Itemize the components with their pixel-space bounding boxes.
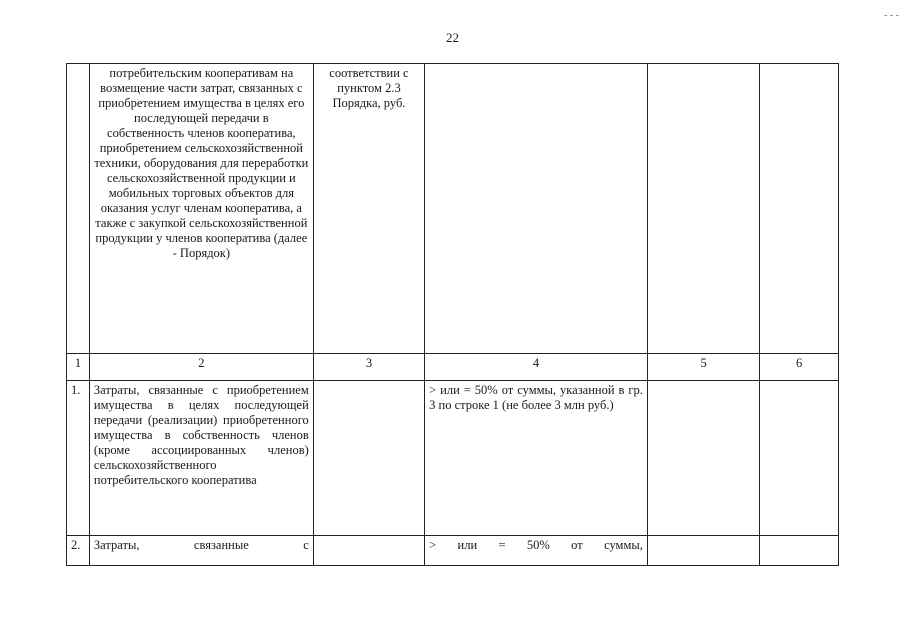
header-cell-description: потребительским кооперативам на возмещение части затрат, связанных с приобретением имущества в целях его последующей передачи в собственность членов кооператива, приобретением сельскохозяйственной техники, оборудования для переработки сельскохозяйственной продукции и мобильных торговых объектов для оказания услуг членам кооператива, а также с закупкой сельскохозяйственной продукции у членов кооператива (далее - Порядок) [89,64,313,354]
row-empty-cell [647,381,759,536]
column-number-cell: 5 [647,354,759,381]
table-row [67,536,839,566]
row-number: 1. [67,381,90,536]
row-condition: > или = 50% от суммы, [425,536,648,566]
header-cell-empty [67,64,90,354]
column-number-row [67,354,839,381]
row-number: 2. [67,536,90,566]
header-cell-empty [647,64,759,354]
table-row [67,381,839,536]
header-cell-amount: соответствии с пунктом 2.3 Порядка, руб. [313,64,424,354]
table-header-continuation-row [67,64,839,354]
subsidy-table [66,63,839,566]
scan-edge-mark: - - - [884,10,899,21]
column-number-cell: 3 [313,354,424,381]
row-empty-cell [760,536,839,566]
header-cell-empty [425,64,648,354]
row-description: Затраты, связанные с приобретением имущества в целях последующей передачи (реализации) приобретенного имущества в собственность членов (кроме ассоциированных членов) сельскохозяйственного потребительского кооператива [89,381,313,536]
column-number-cell: 4 [425,354,648,381]
row-empty-cell [760,381,839,536]
row-empty-cell [647,536,759,566]
column-number-cell: 1 [67,354,90,381]
row-amount-cell [313,381,424,536]
row-description: Затраты, связанные с [89,536,313,566]
column-number-cell: 6 [760,354,839,381]
row-amount-cell [313,536,424,566]
row-condition: > или = 50% от суммы, указанной в гр. 3 по строке 1 (не более 3 млн руб.) [425,381,648,536]
column-number-cell: 2 [89,354,313,381]
page-number: 22 [446,30,459,45]
header-cell-empty [760,64,839,354]
